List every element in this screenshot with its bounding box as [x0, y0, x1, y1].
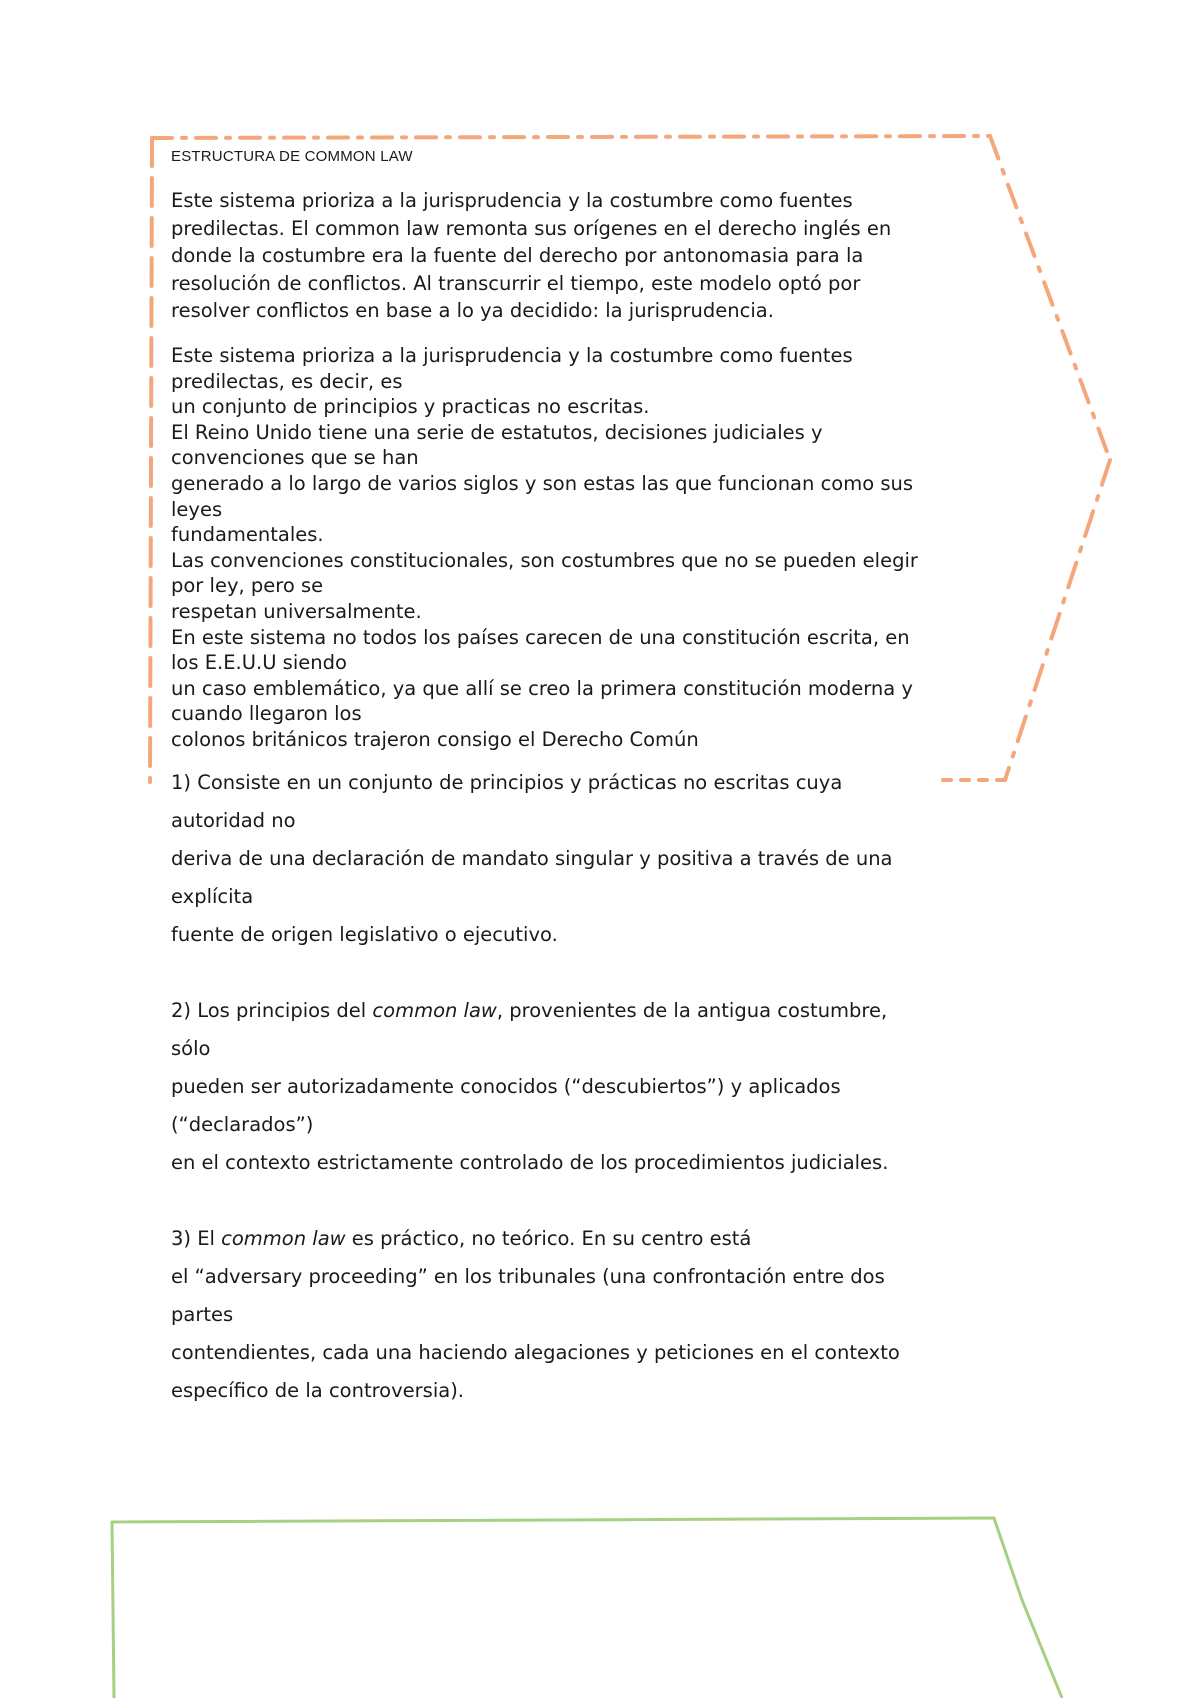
detail-paragraph — [171, 343, 1031, 753]
text-line: explícita — [171, 885, 254, 908]
text-run: , provenientes de la antigua costumbre, — [496, 999, 888, 1022]
text-line: un caso emblemático, ya que allí se creo la primera constitución moderna y — [171, 676, 913, 700]
text-line: Las convenciones constitucionales, son costumbres que no se pueden elegir — [171, 548, 918, 572]
text-line: Este sistema prioriza a la jurisprudencia y la costumbre como fuentes — [171, 189, 853, 212]
text-line: (“declarados”) — [171, 1113, 314, 1136]
text-line: convenciones que se han — [171, 446, 419, 470]
point-2 — [171, 992, 1051, 1182]
text-line: El Reino Unido tiene una serie de estatutos, decisiones judiciales y — [171, 420, 823, 444]
text-line: contendientes, cada una haciendo alegaciones y peticiones en el contexto — [171, 1341, 900, 1364]
point-1 — [171, 764, 1051, 954]
text-line: donde la costumbre era la fuente del derecho por antonomasia para la — [171, 244, 864, 267]
text-line: predilectas, es decir, es — [171, 369, 403, 393]
text-line: predilectas. El common law remonta sus orígenes en el derecho inglés en — [171, 216, 892, 240]
document-title: ESTRUCTURA DE COMMON LAW — [171, 148, 413, 165]
text-line: respetan universalmente. — [171, 599, 422, 623]
text-line — [171, 1220, 1051, 1258]
text-run: 3) El — [171, 1227, 222, 1250]
text-line: colonos británicos trajeron consigo el Derecho Común — [171, 727, 699, 751]
text-line: leyes — [171, 497, 223, 521]
text-line: por ley, pero se — [171, 574, 324, 598]
text-run: 2) Los principios del — [171, 999, 373, 1022]
green-sketch-frame — [112, 1518, 1062, 1698]
text-line: partes — [171, 1303, 234, 1326]
text-line: fuente de origen legislativo o ejecutivo. — [171, 923, 558, 946]
numbered-points — [171, 764, 1051, 1410]
text-run: es práctico, no teórico. En su centro está — [345, 1227, 752, 1250]
text-line: pueden ser autorizadamente conocidos (“descubiertos”) y aplicados — [171, 1075, 841, 1098]
text-line: los E.E.U.U siendo — [171, 651, 347, 675]
text-line: resolver conflictos en base a lo ya decidido: la jurisprudencia. — [171, 299, 774, 322]
text-line: fundamentales. — [171, 523, 324, 547]
text-line: generado a lo largo de varios siglos y son estas las que funcionan como sus — [171, 471, 914, 495]
text-line: específico de la controversia). — [171, 1379, 465, 1402]
intro-paragraph — [171, 187, 1031, 325]
text-line — [171, 992, 1051, 1030]
text-line: en el contexto estrictamente controlado de los procedimientos judiciales. — [171, 1151, 889, 1174]
text-line: sólo — [171, 1037, 211, 1060]
text-line: un conjunto de principios y practicas no escritas. — [171, 395, 650, 419]
text-line: 1) Consiste en un conjunto de principios y prácticas no escritas cuya — [171, 771, 843, 794]
point-3 — [171, 1220, 1051, 1410]
text-line: cuando llegaron los — [171, 702, 362, 726]
text-line: deriva de una declaración de mandato singular y positiva a través de una — [171, 847, 893, 870]
text-line: Este sistema prioriza a la jurisprudencia y la costumbre como fuentes — [171, 344, 853, 367]
text-line: autoridad no — [171, 809, 296, 832]
text-line: resolución de conflictos. Al transcurrir el tiempo, este modelo optó por — [171, 271, 861, 295]
text-line: el “adversary proceeding” en los tribunales (una confrontación entre dos — [171, 1265, 885, 1288]
italic-term: common law — [221, 1227, 346, 1250]
italic-term: common law — [372, 999, 497, 1022]
text-line: En este sistema no todos los países carecen de una constitución escrita, en — [171, 625, 910, 649]
